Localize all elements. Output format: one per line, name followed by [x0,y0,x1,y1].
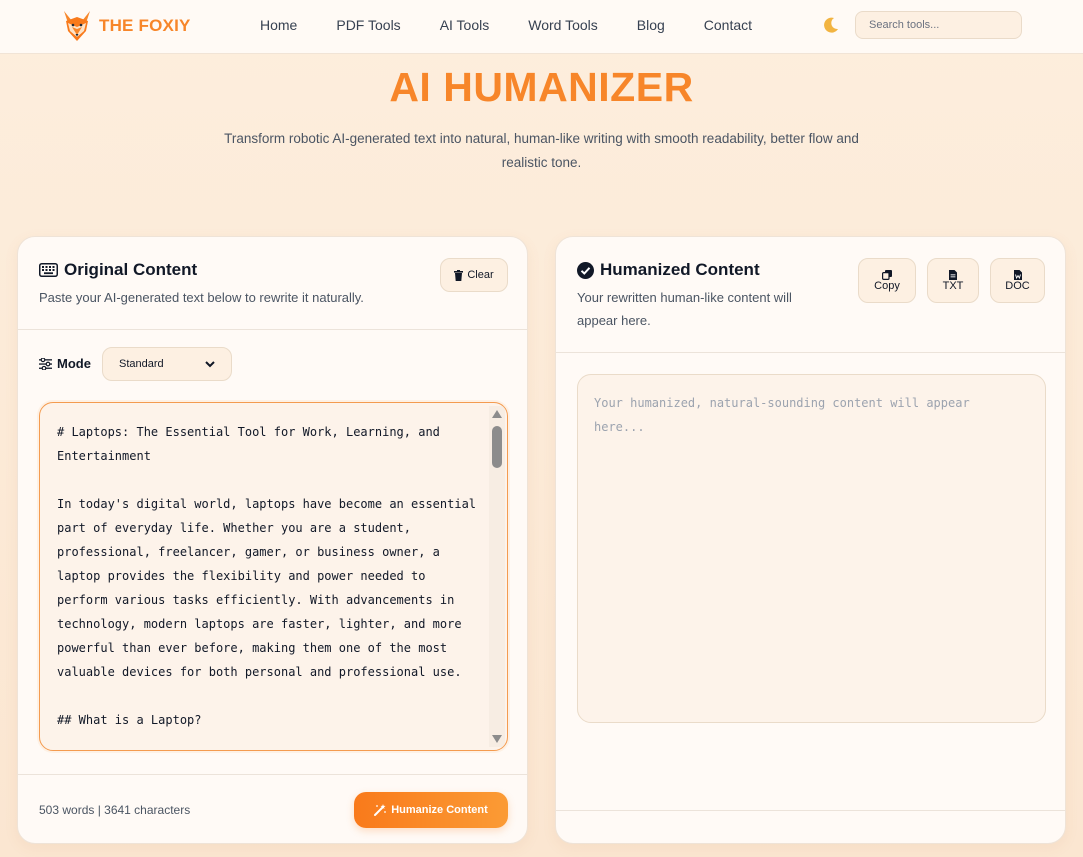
nav-pdf-tools[interactable]: PDF Tools [336,17,401,33]
original-text-input[interactable] [39,402,508,751]
divider [18,774,527,775]
fox-logo-icon [62,9,92,43]
original-content-card [17,236,528,844]
page-subtitle: Transform robotic AI-generated text into natural, human-like writing with smooth readability, better flow and realistic tone. [224,131,859,170]
mode-label: Mode [39,356,91,371]
copy-label: Copy [874,279,900,292]
file-word-icon [1014,270,1022,280]
humanize-content-button[interactable] [354,792,508,828]
original-text-content[interactable]: # Laptops: The Essential Tool for Work, Learning, and Entertainment In today's digital world, laptops have become an essential part of everyday life. Whether you are a student, professional, freelancer, gamer, or business owner, a laptop provides the flexibility and power needed to perform various tasks efficiently. With advancements in technology, modern laptops are faster, lighter, and more powerful than ever before, making them one of the most valuable devices for both personal and professional use. ## What is a Laptop? [57,425,477,727]
mode-selected-value: Standard [119,358,164,370]
search-input[interactable] [855,11,1022,39]
nav-contact[interactable]: Contact [703,17,753,33]
original-content-title: Original Content [64,260,198,279]
humanized-output[interactable] [577,374,1046,723]
clear-button[interactable] [440,258,508,292]
logo[interactable] [62,9,191,43]
logo-text: THE FOXIY [99,16,191,35]
download-doc-button[interactable] [990,258,1045,303]
text-scrollbar[interactable] [489,406,505,747]
sliders-icon [39,358,52,370]
original-content-description: Paste your AI-generated text below to rewrite it naturally. [39,290,364,305]
output-placeholder: Your humanized, natural-sounding content will appear here... [594,396,970,434]
magic-wand-icon [374,804,386,816]
divider [556,810,1065,811]
original-content-heading [39,260,197,280]
download-txt-button[interactable] [927,258,979,303]
trash-icon [454,270,463,281]
word-character-counter: 503 words | 3641 characters [39,803,191,817]
keyboard-icon [39,263,58,277]
nav-ai-tools[interactable]: AI Tools [439,17,490,33]
humanized-content-title: Humanized Content [600,260,760,279]
scroll-down-arrow-icon[interactable] [492,735,502,743]
humanize-label: Humanize Content [391,804,488,816]
divider [556,352,1065,353]
nav-word-tools[interactable]: Word Tools [528,17,598,33]
txt-label: TXT [942,279,964,292]
doc-label: DOC [1005,279,1030,292]
humanized-content-card [555,236,1066,844]
file-text-icon [949,270,957,280]
dark-mode-toggle-icon[interactable] [821,15,841,35]
copy-button[interactable] [858,258,916,303]
check-circle-icon [577,262,594,279]
chevron-down-icon [205,361,215,368]
clear-label: Clear [467,269,494,281]
main-nav [260,17,791,33]
scroll-up-arrow-icon[interactable] [492,410,502,418]
humanized-content-heading [577,260,760,280]
copy-icon [882,270,892,280]
page-title: AI HUMANIZER [389,64,694,110]
nav-home[interactable]: Home [260,17,298,33]
nav-blog[interactable]: Blog [636,17,665,33]
scroll-thumb[interactable] [492,426,502,468]
site-header [0,0,1083,54]
mode-select[interactable] [102,347,232,381]
humanized-content-description: Your rewritten human-like content will appear here. [577,290,792,328]
divider [18,329,527,330]
